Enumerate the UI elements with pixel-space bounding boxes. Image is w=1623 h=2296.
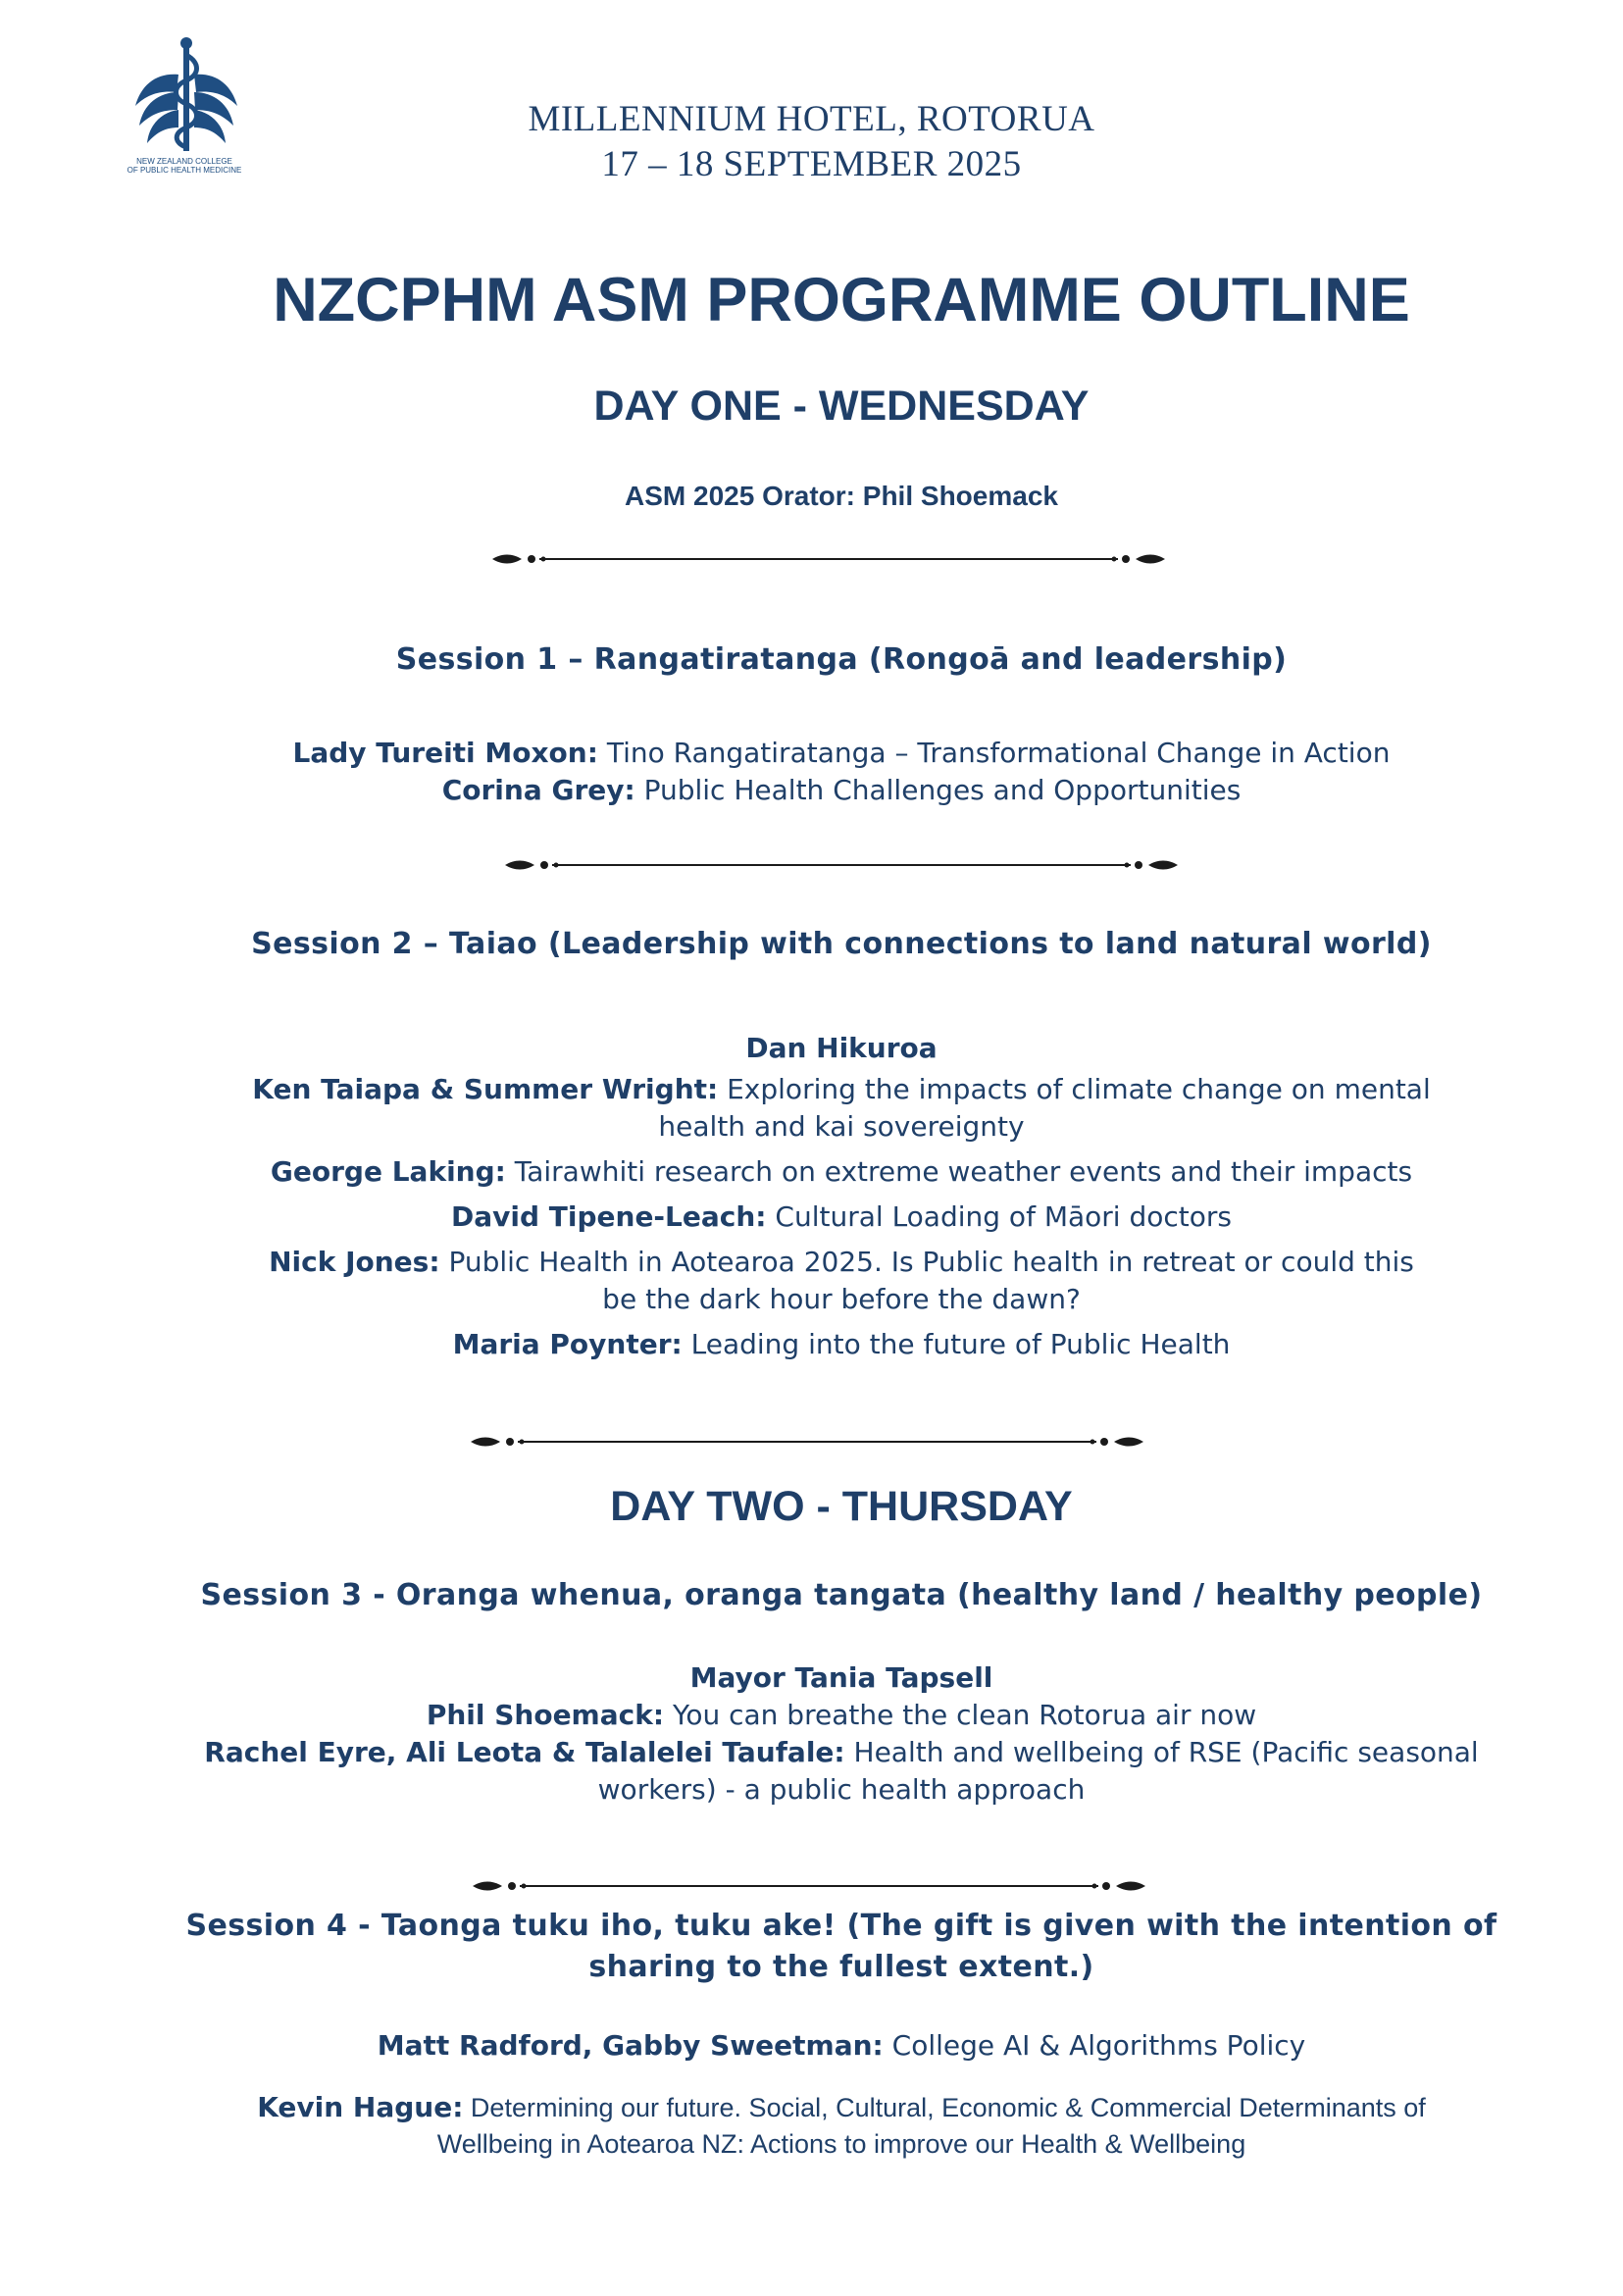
session-3-speakers: Mayor Tania Tapsell Phil Shoemack: You can breathe the clean Rotorua air now Rachel Eyre, Ali Leota & Talalelei Taufale: Health and wellbeing of RSE (Pacific seasonal workers) - a public health approach <box>0 1659 1623 1809</box>
session-3-title: Session 3 - Oranga whenua, oranga tangata (healthy land / healthy people) <box>200 1578 1483 1612</box>
speaker-line: Lady Tureiti Moxon: Tino Rangatiratanga – Transformational Change in Action <box>292 737 1391 769</box>
session-4-title: Session 4 - Taonga tuku iho, tuku ake! (The gift is given with the intention of sharing to the fullest extent.) <box>185 1909 1497 1984</box>
speaker-line: David Tipene-Leach: Cultural Loading of Māori doctors <box>451 1200 1232 1233</box>
speaker-line: Nick Jones: Public Health in Aotearoa 2025. Is Public health in retreat or could this <box>269 1246 1414 1278</box>
event-dates: 17 – 18 SEPTEMBER 2025 <box>601 144 1022 184</box>
ornamental-divider <box>471 1876 1147 1896</box>
session-3-lead: Mayor Tania Tapsell <box>689 1661 993 1694</box>
speaker-line: Kevin Hague: Determining our future. Social, Cultural, Economic & Commercial Determinants of <box>257 2091 1426 2123</box>
page-title: NZCPHM ASM PROGRAMME OUTLINE <box>273 266 1410 334</box>
speaker-line: Matt Radford, Gabby Sweetman: College AI & Algorithms Policy <box>377 2029 1306 2062</box>
speaker-line: George Laking: Tairawhiti research on extreme weather events and their impacts <box>270 1155 1413 1188</box>
speaker-line: Rachel Eyre, Ali Leota & Talalelei Taufale: Health and wellbeing of RSE (Pacific seasonal <box>204 1736 1479 1768</box>
day-two-heading: DAY TWO - THURSDAY <box>610 1483 1073 1530</box>
ornamental-divider <box>469 1432 1145 1452</box>
orator-line: ASM 2025 Orator: Phil Shoemack <box>625 481 1058 511</box>
ornamental-divider <box>490 549 1167 569</box>
speaker-line: Maria Poynter: Leading into the future of Public Health <box>452 1328 1231 1360</box>
session-2-speakers: Dan Hikuroa Ken Taiapa & Summer Wright: Exploring the impacts of climate change on mental health and kai sovereignty George Laking: Tairawhiti research on extreme weather events and their impacts David Tipene-Leach: Cultural Loading of Māori doctors Nick Jones: Public Health in Aotearoa 2025. Is Public health in retreat or could this be the dark hour before the dawn? Maria Poynter: Leading into the future of Public Health <box>0 1030 1623 1363</box>
session-1-speakers <box>0 735 1623 809</box>
ornamental-divider <box>503 855 1180 875</box>
session-2-title: Session 2 – Taiao (Leadership with connections to land natural world) <box>251 927 1432 961</box>
venue-name: MILLENNIUM HOTEL, ROTORUA <box>528 99 1095 139</box>
session-4-speaker <box>0 2027 1623 2065</box>
speaker-line: Phil Shoemack: You can breathe the clean Rotorua air now <box>426 1699 1257 1731</box>
session-1-title: Session 1 – Rangatiratanga (Rongoā and leadership) <box>395 642 1288 677</box>
day-one-heading: DAY ONE - WEDNESDAY <box>593 383 1090 430</box>
speaker-line: Corina Grey: Public Health Challenges and Opportunities <box>441 774 1242 806</box>
logo-caption: NEW ZEALAND COLLEGE OF PUBLIC HEALTH MEDICINE <box>127 157 242 175</box>
session-4-speaker: Kevin Hague: Determining our future. Social, Cultural, Economic & Commercial Determinants of Wellbeing in Aotearoa NZ: Actions to improve our Health & Wellbeing <box>0 2089 1623 2163</box>
session-2-lead: Dan Hikuroa <box>745 1032 938 1064</box>
speaker-line: Ken Taiapa & Summer Wright: Exploring the impacts of climate change on mental <box>252 1073 1431 1105</box>
